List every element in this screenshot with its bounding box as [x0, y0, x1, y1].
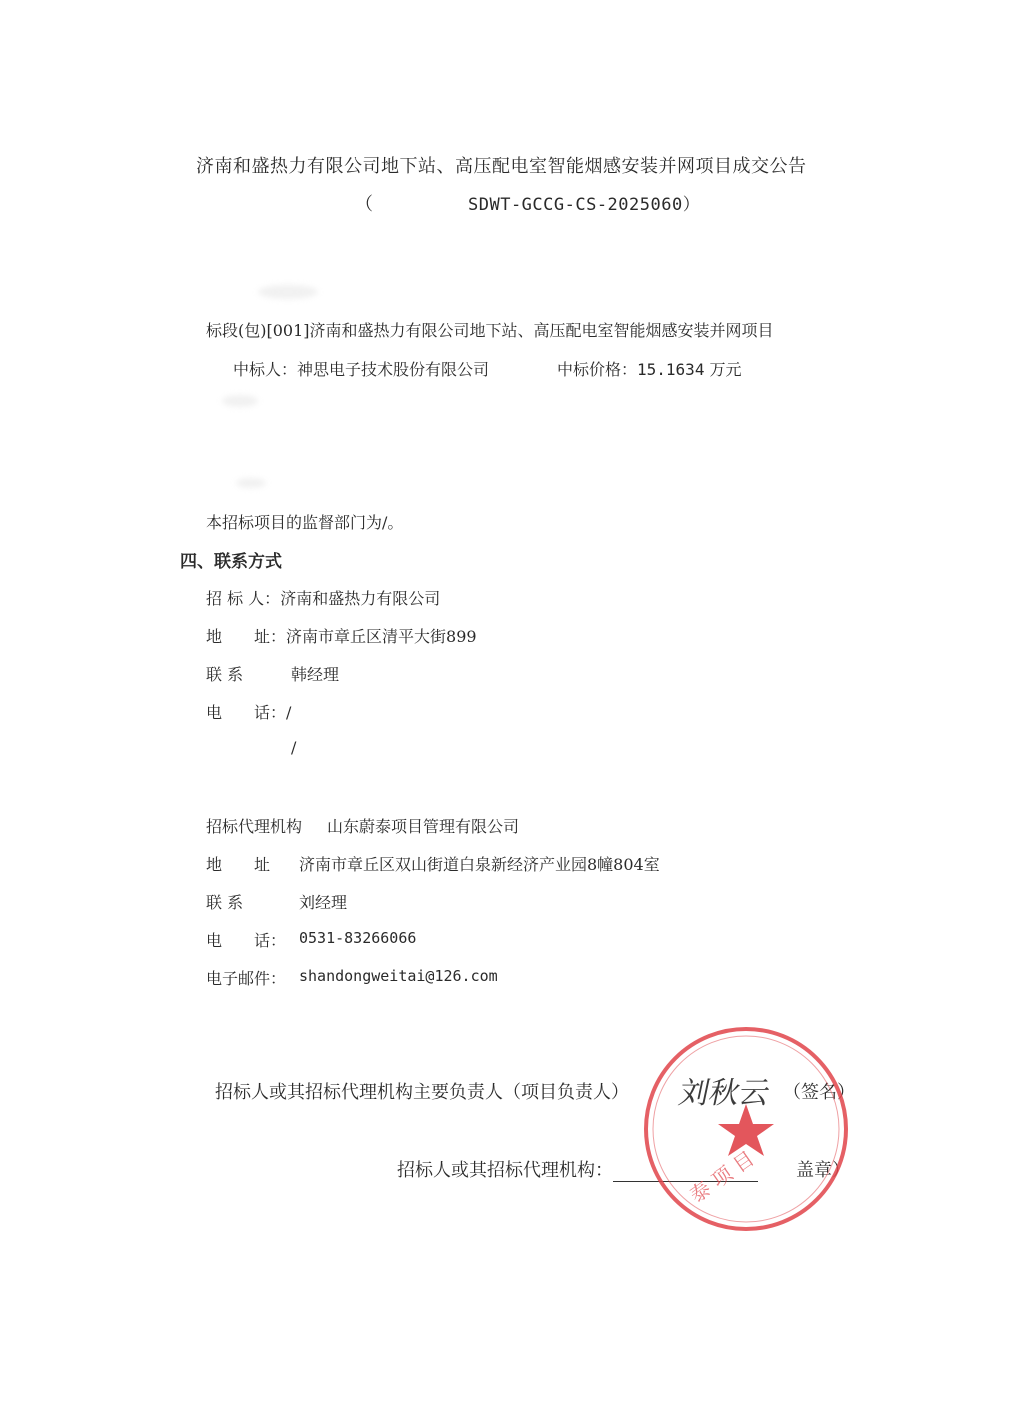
official-stamp [638, 1024, 853, 1234]
winner-name: 神思电子技术股份有限公司 [297, 360, 490, 379]
stamp-suffix: 盖章） [796, 1160, 850, 1181]
winner-row [233, 357, 489, 380]
scan-smudge [236, 478, 266, 488]
lot-description: 标段(包)[001]济南和盛热力有限公司地下站、高压配电室智能烟感安装并网项目 [206, 321, 774, 340]
project-code-open: （ [355, 194, 374, 215]
agency-name: 山东蔚泰项目管理有限公司 [327, 817, 520, 836]
tenderer-name-label: 招 标 人： [206, 589, 281, 608]
handwritten-signature: 刘秋云 [675, 1076, 773, 1111]
price-unit: 万元 [709, 360, 742, 379]
signature-line-1-text: 招标人或其招标代理机构主要负责人（项目负责人） [215, 1082, 629, 1103]
agency-name-label: 招标代理机构 [206, 817, 303, 836]
agency-contact-label: 联 系 [206, 893, 244, 912]
agency-email-label: 电子邮件： [206, 969, 287, 988]
tenderer-address-row [206, 624, 477, 647]
agency-address: 济南市章丘区双山街道白泉新经济产业园8幢804室 [299, 855, 660, 874]
tenderer-extra: / [291, 738, 297, 757]
scan-smudge [258, 285, 318, 299]
agency-contact: 刘经理 [299, 893, 348, 912]
winner-label: 中标人： [233, 360, 298, 379]
signature-suffix: （签名） [783, 1082, 855, 1103]
tenderer-name-row [206, 586, 440, 609]
supervision-note: 本招标项目的监督部门为/。 [206, 513, 404, 532]
price-label: 中标价格： [557, 360, 638, 379]
tenderer-contact-label: 联 系 [206, 665, 244, 684]
signature-line-2-text: 招标人或其招标代理机构： [397, 1160, 613, 1181]
project-code: SDWT-GCCG-CS-2025060） [468, 195, 701, 215]
price-row [557, 357, 742, 380]
agency-phone-label: 电 话： [206, 931, 287, 950]
agency-email: shandongweitai@126.com [299, 967, 498, 985]
tenderer-phone: / [286, 703, 292, 722]
tenderer-phone-label: 电 话： [206, 703, 287, 722]
tenderer-address-label: 地 址： [206, 627, 287, 646]
signature-line-1 [215, 1078, 629, 1104]
scan-smudge [222, 395, 258, 407]
price-value: 15.1634 [637, 360, 705, 379]
agency-address-label: 地 址 [206, 855, 271, 874]
document-title: 济南和盛热力有限公司地下站、高压配电室智能烟感安装并网项目成交公告 [196, 156, 807, 177]
tenderer-name: 济南和盛热力有限公司 [280, 589, 441, 608]
tenderer-phone-row [206, 700, 291, 723]
agency-phone: 0531-83266066 [299, 929, 417, 947]
stamp-text: 泰 项 目 [685, 1146, 759, 1208]
tenderer-contact: 韩经理 [291, 665, 340, 684]
contact-heading: 四、联系方式 [180, 552, 282, 572]
tenderer-address: 济南市章丘区清平大街899 [286, 627, 477, 646]
